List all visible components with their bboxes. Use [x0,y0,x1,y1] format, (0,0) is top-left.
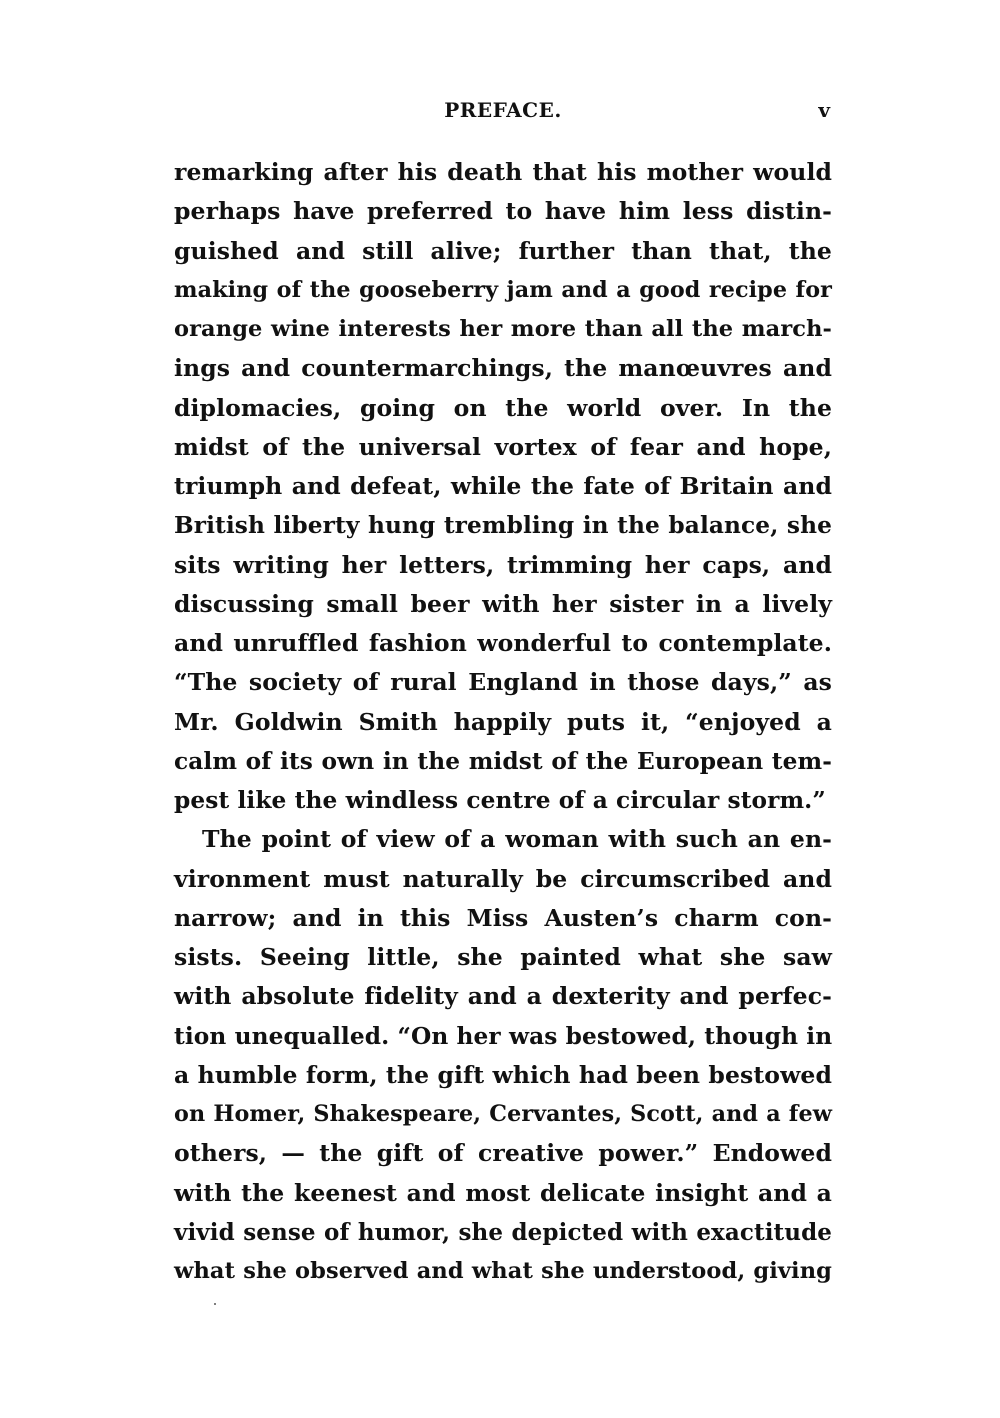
ink-speck [214,1303,216,1305]
text-line: orange wine interests her more than all the march- [174,316,832,342]
text-line: diplomacies, going on the world over. In the [174,393,832,422]
text-line: pest like the windless centre of a circular storm.” [174,787,826,814]
text-line: ings and countermarchings, the manœuvres and [174,354,832,383]
running-title: PREFACE. [444,98,562,122]
text-line: discussing small beer with her sister in a lively [174,589,832,618]
text-line: sists. Seeing little, she painted what she saw [174,943,832,971]
text-line: and unruffled fashion wonderful to contemplate. [174,629,832,657]
paragraph-start-line: The point of view of a woman with such an en- [202,825,832,854]
text-line: remarking after his death that his mother would [174,158,832,186]
text-line: with the keenest and most delicate insight and a [174,1178,832,1207]
text-line: Mr. Goldwin Smith happily puts it, “enjoyed a [174,707,832,736]
text-line: triumph and defeat, while the fate of Britain and [174,472,832,500]
text-line: British liberty hung trembling in the balance, she [174,512,832,540]
text-line: “The society of rural England in those days,” as [174,668,832,697]
text-line: vivid sense of humor, she depicted with exactitude [174,1218,832,1246]
text-line: others, — the gift of creative power.” Endowed [174,1139,832,1168]
text-line: with absolute fidelity and a dexterity and perfec- [174,982,832,1011]
text-line: on Homer, Shakespeare, Cervantes, Scott, and a few [174,1101,832,1127]
text-line: making of the gooseberry jam and a good recipe for [174,276,832,303]
text-line: tion unequalled. “On her was bestowed, though in [174,1022,833,1050]
page-number: v [818,98,830,122]
text-line: what she observed and what she understood, giving [174,1258,832,1284]
body-text [174,153,832,1291]
text-line: sits writing her letters, trimming her caps, and [174,550,832,579]
text-line: narrow; and in this Miss Austen’s charm con- [174,903,832,932]
text-line: midst of the universal vortex of fear and hope, [174,432,832,461]
text-line: calm of its own in the midst of the European tem- [174,747,832,775]
text-line: vironment must naturally be circumscribed and [174,864,832,893]
text-line: perhaps have preferred to have him less distin- [174,197,832,226]
running-head [174,98,832,130]
text-line: a humble form, the gift which had been bestowed [174,1060,832,1089]
text-line: guished and still alive; further than that, the [174,236,832,265]
